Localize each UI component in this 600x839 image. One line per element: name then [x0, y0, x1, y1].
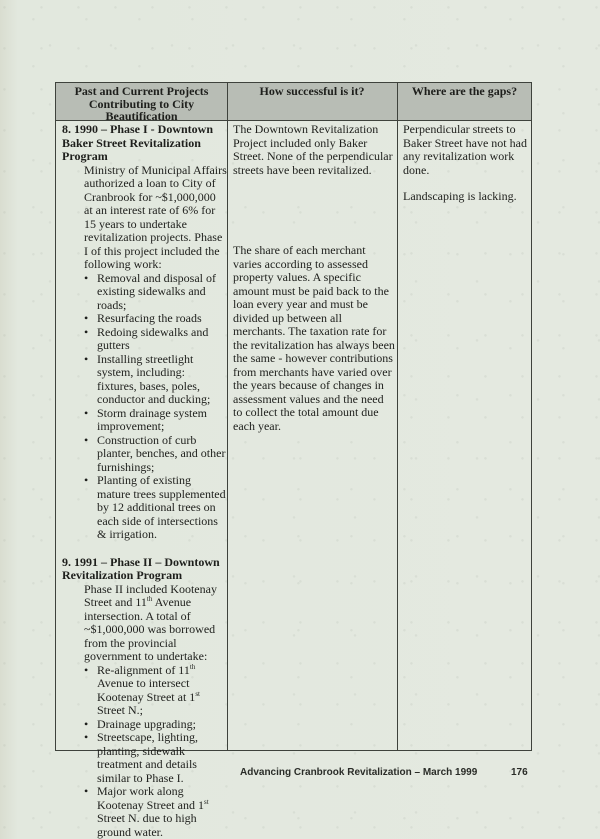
text-run: Avenue intersection. A total of ~$1,000,000 was borrowed from the provincial government to undertake: — [84, 595, 215, 663]
list-item: • Planting of existing mature trees supplemented by 12 additional trees on each side of intersections & irrigation. — [84, 474, 227, 542]
gaps-paragraph: Perpendicular streets to Baker Street have not had any revitalization work done. — [403, 123, 531, 177]
text-run: Re-alignment of 11 — [97, 663, 190, 677]
list-item — [84, 785, 227, 839]
superscript: st — [204, 798, 209, 806]
project-8-work-list — [62, 272, 227, 542]
list-item: • Installing streetlight system, including: fixtures, bases, poles, conductor and ducking; — [84, 353, 227, 407]
list-item: • Storm drainage system improvement; — [84, 407, 227, 434]
text-run: Street N.; — [97, 703, 143, 717]
text-run: Major work along Kootenay Street and 1 — [97, 784, 204, 812]
superscript: st — [195, 690, 200, 698]
text-run: Phase II included Kootenay Street and 11 — [84, 582, 217, 610]
text-run: Avenue to intersect Kootenay Street at 1 — [97, 676, 195, 704]
header-where-gaps: Where are the gaps? — [397, 85, 532, 98]
gaps-paragraph: Landscaping is lacking. — [403, 190, 531, 204]
list-item: • Removal and disposal of existing sidewalks and roads; — [84, 272, 227, 313]
project-8-title: 8. 1990 – Phase I - Downtown Baker Street Revitalization Program — [62, 123, 227, 164]
list-item: • Resurfacing the roads — [84, 312, 227, 326]
gaps-cell — [403, 123, 531, 204]
project-8-description: Ministry of Municipal Affairs authorized a loan to City of Cranbrook for ~$1,000,000 at an interest rate of 6% for 15 years to undertake revitalization projects. Phase I of this project included the following work: — [84, 164, 227, 272]
success-cell — [233, 123, 395, 433]
page-number: 176 — [511, 767, 528, 778]
column-divider — [397, 83, 398, 750]
table-header-row — [56, 83, 531, 121]
project-9-description — [84, 583, 227, 664]
list-item: • Drainage upgrading; — [84, 718, 227, 732]
projects-table — [55, 82, 532, 751]
list-item: • Construction of curb planter, benches, and other furnishings; — [84, 434, 227, 475]
projects-cell — [62, 123, 227, 839]
project-9-title: 9. 1991 – Phase II – Downtown Revitalization Program — [62, 556, 227, 583]
list-item — [84, 664, 227, 718]
success-paragraph: The share of each merchant varies according to assessed property values. A specific amount must be paid back to the loan every year and must be divided up between all merchants. The taxation rate for the revitalization has always been the same - however contributions from merchants have varied over the years because of changes in assessment values and the need to collect the total amount due each year. — [233, 244, 395, 433]
column-divider — [227, 83, 228, 750]
project-9-work-list — [62, 664, 227, 839]
superscript: th — [147, 595, 152, 603]
list-item: • Streetscape, lighting, planting, sidewalk treatment and details similar to Phase I. — [84, 731, 227, 785]
header-past-current-projects: Past and Current Projects Contributing to City Beautification — [56, 85, 227, 123]
list-item: • Redoing sidewalks and gutters — [84, 326, 227, 353]
superscript: th — [190, 663, 195, 671]
footer-title: Advancing Cranbrook Revitalization – March 1999 — [240, 767, 477, 778]
success-paragraph: The Downtown Revitalization Project included only Baker Street. None of the perpendicular streets have been revitalized. — [233, 123, 395, 177]
text-run: Street N. due to high ground water. — [97, 811, 197, 839]
header-how-successful: How successful is it? — [227, 85, 397, 98]
